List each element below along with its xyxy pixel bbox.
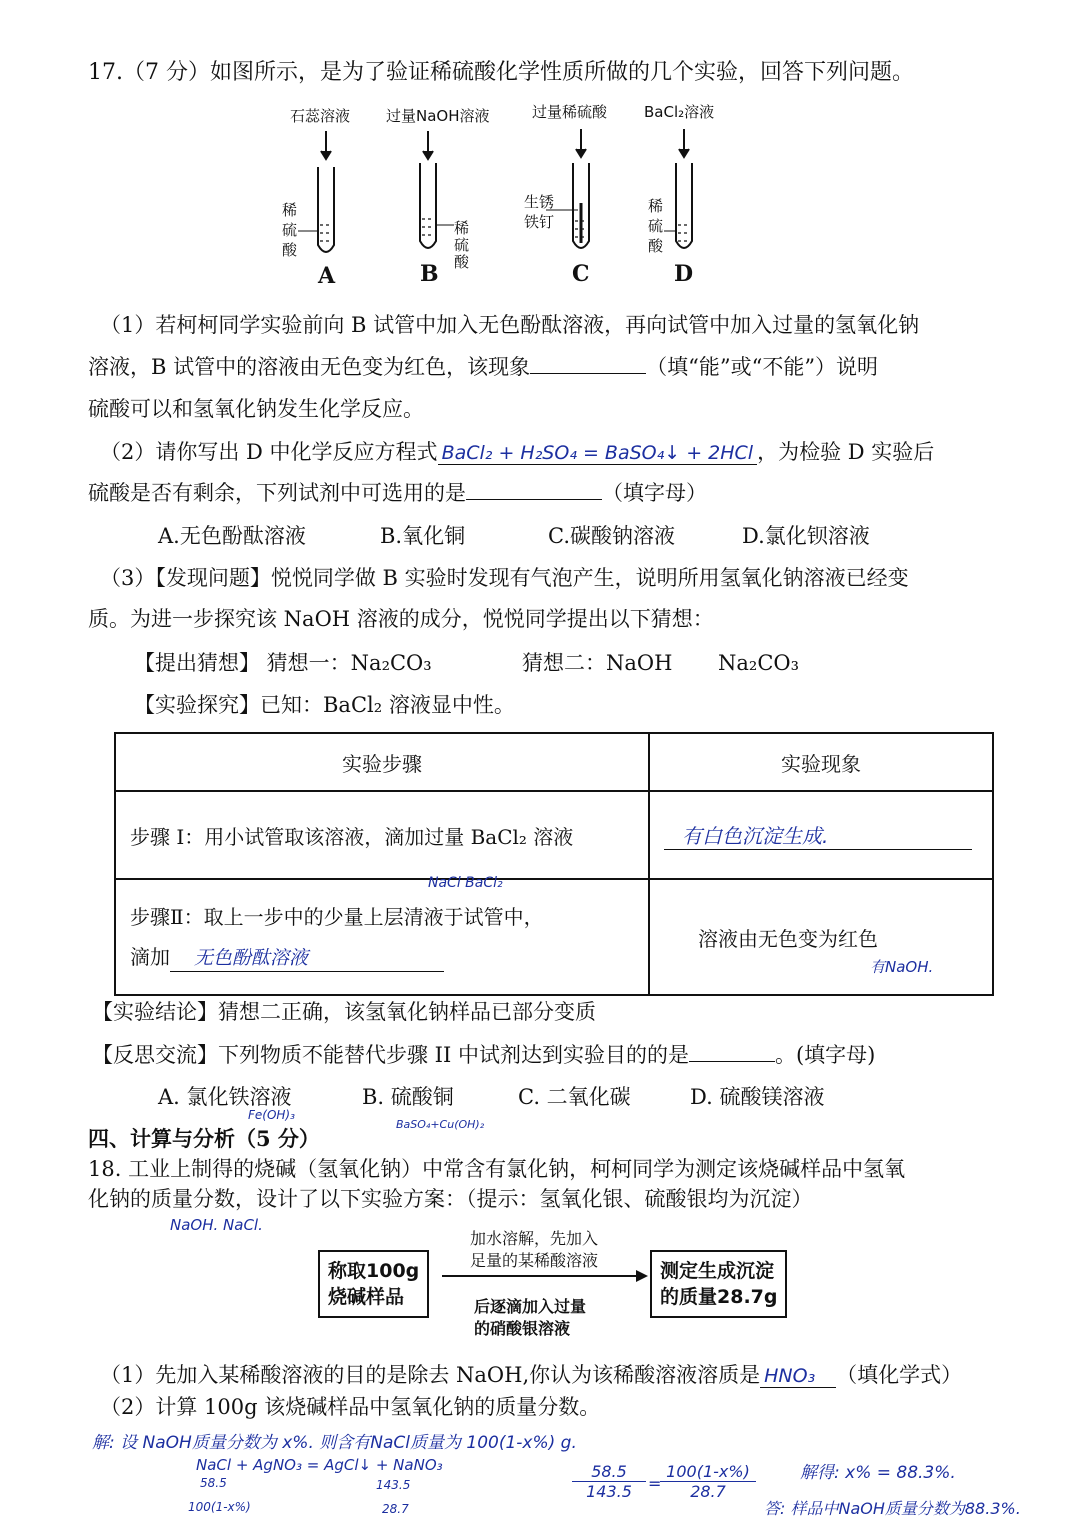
tube-label-a: A [318, 263, 336, 289]
p1-answer-blank[interactable] [530, 353, 646, 374]
ratio-equals: = [648, 1474, 662, 1493]
p2-option-a: A.无色酚酞溶液 [158, 524, 306, 548]
svg-text:硫: 硫 [454, 236, 470, 254]
reflect-option-d: D. 硫酸镁溶液 [690, 1085, 825, 1109]
table-row1-step: 步骤 I：用小试管取该溶液，滴加过量 BaCl₂ 溶液 [115, 791, 649, 879]
solution-line1: 解: 设 NaOH质量分数为 x%. 则含有NaCl质量为 100(1-x%) g. [92, 1433, 577, 1453]
solution-mass-1: 58.5 [200, 1476, 227, 1490]
q17-p1-line2: 溶液，B 试管中的溶液由无色变为红色，该现象 （填“能”或“不能”）说明 [88, 355, 879, 379]
table-row1-obs [649, 791, 993, 879]
side-label-d: 稀 [648, 197, 664, 215]
table-row2-step: NaCl BaCl₂ 步骤Ⅱ：取上一步中的少量上层清液于试管中， 滴加 无色酚酞溶液 [115, 879, 649, 995]
hypothesis-2: 猜想二：NaOH [522, 651, 673, 675]
q18-line2: 化钠的质量分数，设计了以下实验方案：（提示：氢氧化银、硫酸银均为沉淀） [88, 1187, 813, 1211]
tube-label-c: C [572, 261, 590, 287]
row2-obs-note: 有NaOH. [870, 958, 934, 976]
svg-text:硫: 硫 [648, 217, 664, 235]
reagent-label-d: BaCl₂溶液 [644, 103, 715, 121]
solution-result: 解得: x% = 88.3%. [800, 1463, 956, 1483]
table-header-obs: 实验现象 [649, 733, 993, 791]
test-tube-a [318, 167, 334, 252]
side-label-a: 稀 [282, 201, 298, 219]
svg-text:酸: 酸 [282, 241, 298, 259]
solution-mass-3: 100(1-x%) [188, 1500, 251, 1514]
p2-equation-answer: BaCl₂ + H₂SO₄ = BaSO₄↓ + 2HCl [438, 442, 758, 465]
side-label-b: 稀 [454, 219, 470, 237]
reflection-question: 【反思交流】下列物质不能替代步骤 II 中试剂达到实验目的的是 。(填字母) [92, 1043, 876, 1067]
flow-arrow [440, 1266, 652, 1290]
q17-title: 17.（7 分）如图所示，是为了验证稀硫酸化学性质所做的几个实验，回答下列问题。 [88, 60, 914, 85]
experiment-table [114, 732, 994, 996]
row1-obs-answer: 有白色沉淀生成. [664, 820, 972, 850]
tube-label-d: D [674, 261, 694, 287]
solution-equation: NaCl + AgNO₃ = AgCl↓ + NaNO₃ [196, 1456, 443, 1474]
table-header-step: 实验步骤 [115, 733, 649, 791]
experiment-explore: 【实验探究】已知：BaCl₂ 溶液显中性。 [134, 693, 515, 717]
q18-p1: （1）先加入某稀酸溶液的目的是除去 NaOH,你认为该稀酸溶液溶质是 HNO₃ （填化学式） [100, 1363, 963, 1387]
q17-p2-line1: （2）请你写出 D 中化学反应方程式 BaCl₂ + H₂SO₄ = BaSO₄↓ + 2HCl ，为检验 D 实验后 [100, 440, 935, 464]
q18-note: NaOH. NaCl. [170, 1216, 263, 1234]
ratio-right: 100(1-x%) 28.7 [660, 1462, 756, 1501]
p2-option-c: C.碳酸钠溶液 [548, 524, 675, 548]
row2-reagent-answer: 无色酚酞溶液 [170, 945, 444, 972]
flow-step-top: 加水溶解，先加入 足量的某稀酸溶液 [470, 1229, 599, 1270]
q17-p1-line3: 硫酸可以和氢氧化钠发生化学反应。 [88, 397, 424, 421]
test-tube-figure [270, 95, 740, 295]
reagent-label-c: 过量稀硫酸 [532, 103, 608, 121]
q17-p3-line1: （3）【发现问题】悦悦同学做 B 实验时发现有气泡产生，说明所用氢氧化钠溶液已经变 [100, 566, 909, 590]
flow-step-bottom: 后逐滴加入过量 的硝酸银溶液 [474, 1297, 587, 1338]
experiment-conclusion: 【实验结论】猜想二正确，该氢氧化钠样品已部分变质 [92, 1000, 596, 1024]
q17-p2-line2: 硫酸是否有剩余，下列试剂中可选用的是 （填字母） [88, 481, 707, 505]
q17-p3-line2: 质。为进一步探究该 NaOH 溶液的成分，悦悦同学提出以下猜想： [88, 607, 714, 631]
row2-note: NaCl BaCl₂ [428, 875, 503, 891]
q17-p1-line1: （1）若柯柯同学实验前向 B 试管中加入无色酚酞溶液，再向试管中加入过量的氢氧化钠 [100, 313, 920, 337]
solution-answer: 答: 样品中NaOH质量分数为88.3%. [764, 1499, 1021, 1518]
p2-option-d: D.氯化钡溶液 [742, 524, 870, 548]
svg-text:酸: 酸 [454, 253, 470, 271]
solution-mass-4: 28.7 [382, 1502, 409, 1516]
reflect-note-a: Fe(OH)₃ [248, 1108, 295, 1122]
p2-reagent-blank[interactable] [466, 479, 602, 500]
reflect-option-b: B. 硫酸铜 [362, 1085, 454, 1109]
ratio-left: 58.5 143.5 [572, 1462, 646, 1501]
tube-label-b: B [420, 261, 439, 287]
flow-box-sample: 称取100g 烧碱样品 [318, 1250, 429, 1318]
svg-text:硫: 硫 [282, 221, 298, 239]
q18-p1-answer: HNO₃ [760, 1365, 836, 1388]
reflect-option-a: A. 氯化铁溶液 [158, 1085, 292, 1109]
flow-box-result: 测定生成沉淀 的质量28.7g [650, 1250, 787, 1318]
svg-text:酸: 酸 [648, 237, 664, 255]
reflect-note-b: BaSO₄+Cu(OH)₂ [396, 1118, 485, 1131]
table-row2-obs: 溶液由无色变为红色 有NaOH. [649, 879, 993, 995]
side-label-c: 生锈 [524, 193, 555, 211]
q18-line1: 18. 工业上制得的烧碱（氢氧化钠）中常含有氯化钠，柯柯同学为测定该烧碱样品中氢氧 [88, 1157, 906, 1181]
svg-text:铁钉: 铁钉 [524, 213, 555, 231]
section-4-title: 四、计算与分析（5 分） [88, 1126, 320, 1151]
hypothesis-1: 【提出猜想】 猜想一：Na₂CO₃ [134, 651, 432, 675]
solution-mass-2: 143.5 [376, 1478, 411, 1492]
reagent-label-b: 过量NaOH溶液 [386, 107, 490, 125]
p2-option-b: B.氧化铜 [380, 524, 466, 548]
reagent-label-a: 石蕊溶液 [290, 107, 351, 125]
reflection-answer-blank[interactable] [689, 1041, 775, 1062]
reflect-option-c: C. 二氧化碳 [518, 1085, 631, 1109]
q18-p2: （2）计算 100g 该烧碱样品中氢氧化钠的质量分数。 [100, 1395, 601, 1419]
test-tube-d [676, 163, 692, 248]
hypothesis-2b: Na₂CO₃ [718, 651, 800, 675]
